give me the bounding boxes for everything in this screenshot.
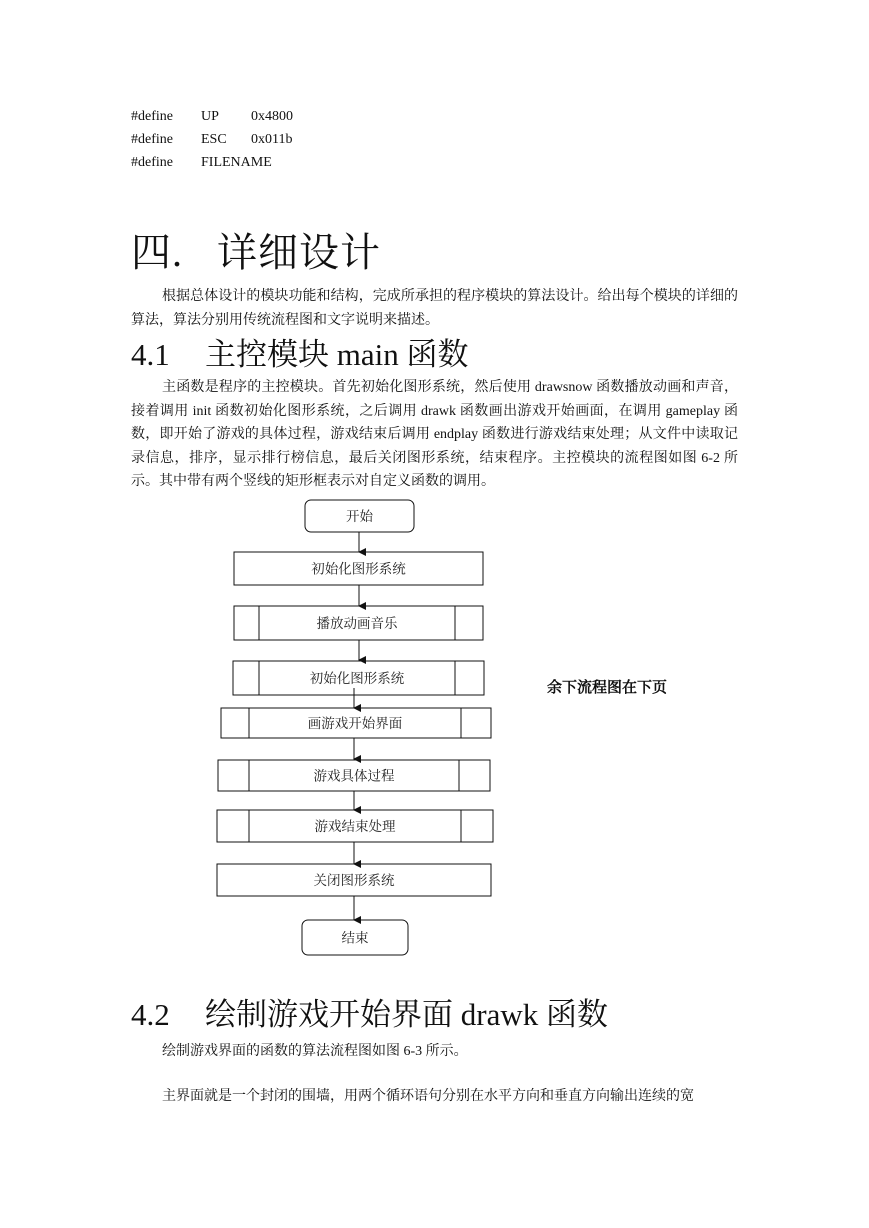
flow-step-label: 关闭图形系统 <box>313 873 395 889</box>
flow-step-label: 游戏具体过程 <box>313 768 395 785</box>
subsection-paragraph: 主界面就是一个封闭的围墙，用两个循环语句分别在水平方向和垂直方向输出连续的宽 <box>162 1089 694 1104</box>
define-value: 0x011b <box>251 132 293 147</box>
define-value: 0x4800 <box>251 109 293 124</box>
define-keyword: #define <box>131 155 173 170</box>
define-name: FILENAME <box>201 155 272 170</box>
flow-step-label: 游戏结束处理 <box>314 819 396 835</box>
flow-step-label: 初始化图形系统 <box>311 561 406 578</box>
flowchart-continued-note: 余下流程图在下页 <box>547 678 668 696</box>
define-name: ESC <box>201 132 227 147</box>
subsection-title: 主控模块 main 函数 <box>205 337 469 372</box>
section-title: 详细设计 <box>217 230 381 275</box>
flow-step-label: 画游戏开始界面 <box>307 716 403 732</box>
define-keyword: #define <box>131 109 173 124</box>
flow-step-label: 初始化图形系统 <box>309 671 405 687</box>
section-intro: 根据总体设计的模块功能和结构，完成所承担的程序模块的算法设计。给出每个模块的详细的算法，算法分别用传统流程图和文字说明来描述。 <box>131 289 738 328</box>
define-name: UP <box>201 109 219 124</box>
define-keyword: #define <box>131 132 173 147</box>
subsection-number: 4.1 <box>131 337 170 372</box>
subsection-heading <box>131 997 608 1033</box>
flow-step-label: 播放动画音乐 <box>316 616 398 632</box>
flow-start-label: 开始 <box>346 509 373 525</box>
section-number: 四. <box>131 230 183 275</box>
subsection-number: 4.2 <box>131 997 170 1032</box>
flow-end-label: 结束 <box>341 930 369 947</box>
subsection-title: 绘制游戏开始界面 drawk 函数 <box>205 997 608 1032</box>
subsection-paragraph: 主函数是程序的主控模块。首先初始化图形系统，然后使用 drawsnow 函数播放动画和声音，接着调用 init 函数初始化图形系统，之后调用 drawk 函数画出游戏开始画面，在调用 gameplay 函数，即开始了游戏的具体过程，游戏结束后调用 endplay 函数进行游戏结束处理；从文件中读取记录信息，排序，显示排行榜信息，最后关闭图形系统，结束程序。主控模块的流程图如图 6-2 所示。其中带有两个竖线的矩形框表示对自定义函数的调用。 <box>131 380 738 489</box>
subsection-paragraph: 绘制游戏界面的函数的算法流程图如图 6-3 所示。 <box>162 1044 468 1059</box>
